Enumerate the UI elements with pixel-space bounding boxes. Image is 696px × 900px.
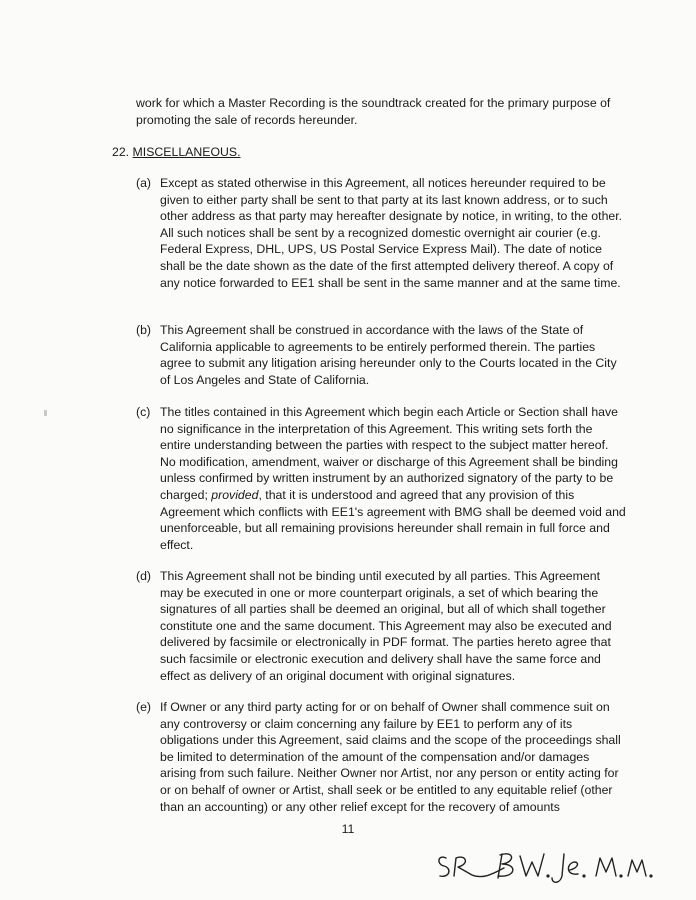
handwritten-initials [432, 842, 664, 888]
section-heading [112, 144, 241, 160]
clause-emphasis: provided [211, 487, 259, 502]
continuation-paragraph: work for which a Master Recording is the soundtrack created for the primary purpose of promoting the sale of records hereunder. [136, 96, 611, 127]
clause-e [136, 699, 626, 815]
scan-speck [44, 410, 47, 416]
clause-text [160, 404, 626, 553]
section-number: 22. [112, 145, 130, 159]
clause-text: Except as stated otherwise in this Agreement, all notices hereunder required to be given to either party shall be sent to that party at its last known address, or to such other address as that party may hereafter designate by notice, in writing, to the other. All such notices shall be sent by a recognized domestic overnight air courier (e.g. Federal Express, DHL, UPS, US Postal Service Express Mail). The date of notice shall be the date shown as the date of the first attempted delivery thereof. A copy of any notice forwarded to EE1 shall be sent in the same manner and at the same time. [160, 176, 623, 290]
clause-c [136, 404, 626, 553]
clause-label: (d) [136, 569, 152, 583]
section-title: MISCELLANEOUS. [132, 145, 241, 159]
page-number: 11 [341, 822, 355, 836]
clause-label: (a) [136, 176, 152, 190]
clause-text: This Agreement shall not be binding until executed by all parties. This Agreement may be executed in one or more counterpart originals, a set of which bearing the signatures of all parties shall be deemed an original, but all of which shall together constitute one and the same document. This Agreement may also be executed and delivered by facsimile or electronically in PDF format. The parties hereto agree that such facsimile or electronic execution and delivery shall have the same force and effect as delivery of an original document with original signatures. [160, 569, 612, 683]
clause-text: This Agreement shall be construed in accordance with the laws of the State of California applicable to agreements to be entirely performed therein. The parties agree to submit any litigation arising hereunder only to the Courts located in the City of Los Angeles and State of California. [160, 323, 617, 387]
clause-text-after: , that it is understood and agreed that any provision of this Agreement which conflicts with EE1's agreement with BMG shall be deemed void and unenforceable, but all remaining provisions hereunder shall remain in full force and effect. [160, 487, 626, 552]
clause-text: If Owner or any third party acting for or on behalf of Owner shall commence suit on any controversy or claim concerning any failure by EE1 to perform any of its obligations under this Agreement, said claims and the scope of the proceedings shall be limited to determination of the amount of the compensation and/or damages arising from such failure. Neither Owner nor Artist, nor any person or entity acting for or on behalf of owner or Artist, shall seek or be entitled to any equitable relief (other than an accounting) or any other relief except for the recovery of amounts [160, 700, 621, 814]
clause-label: (b) [136, 323, 152, 337]
clause-d [136, 568, 626, 684]
clause-b [136, 322, 626, 388]
clause-text-before: The titles contained in this Agreement which begin each Article or Section shall have no significance in the interpretation of this Agreement. This writing sets forth the entire understanding between the parties with respect to the subject matter hereof. No modification, amendment, waiver or discharge of this Agreement shall be binding unless confirmed by written instrument by an authorized signatory of the party to be charged; [160, 405, 618, 502]
clause-a [136, 175, 626, 291]
clause-label: (c) [136, 405, 151, 419]
clause-label: (e) [136, 700, 152, 714]
